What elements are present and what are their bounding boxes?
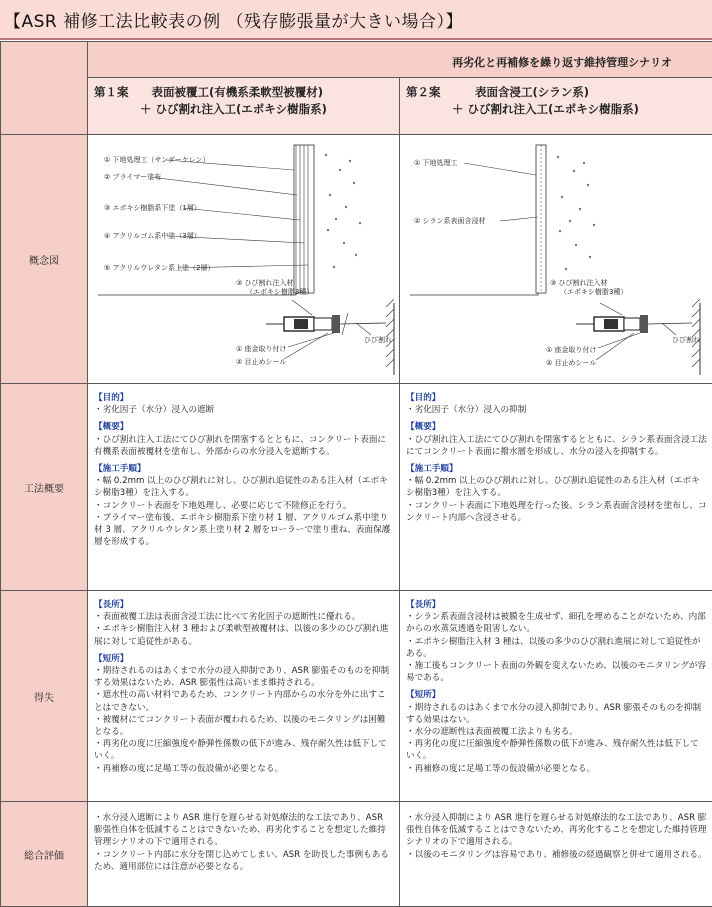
con-item: ・再補修の度に足場工等の仮設備が必要となる。 bbox=[94, 763, 394, 775]
pro-item: ・エポキシ樹脂注入材 3 種は、以後の多少のひび割れ進展に対して追従性がある。 bbox=[406, 636, 707, 660]
step-item: ・幅 0.2mm 以上のひび割れに対し、ひび割れ追従性のある注入材（エポキシ樹脂3種）を注入する。 bbox=[94, 475, 394, 499]
diagram2-crack-label: ひび割れ bbox=[672, 335, 700, 344]
diagram1-label-1: ① 下地処理工（サンダーケレン） bbox=[104, 155, 210, 164]
diagram-1-svg bbox=[88, 135, 399, 383]
diagram1-seal-label: ② 目止めシール bbox=[236, 357, 286, 366]
con-item: ・期待されるのはあくまで水分の浸入抑制であり、ASR 膨張そのものを抑制する効果はないため、ASR 膨張性は高いまま維持される。 bbox=[94, 665, 394, 689]
evaluation-item: ・以後のモニタリングは容易であり、補修後の経過観察と併せて適用される。 bbox=[406, 849, 707, 861]
merits-row bbox=[1, 591, 712, 802]
concept-diagram-1 bbox=[88, 135, 400, 384]
diagram1-inject-sub: （エポキシ樹脂3種） bbox=[246, 287, 313, 296]
diagram1-label-5: ⑤ アクリルウレタン系上塗（2層） bbox=[104, 263, 214, 272]
overview-row bbox=[1, 384, 712, 591]
con-item: ・水分の遮断性は表面被覆工法よりも劣る。 bbox=[406, 726, 707, 738]
heading-pros-1: 【長所】 bbox=[94, 599, 394, 611]
diagram1-label-2: ② プライマー塗布 bbox=[104, 172, 161, 181]
step-item: ・幅 0.2mm 以上のひび割れに対し、ひび割れ追従性のある注入材（エポキシ樹脂3種）を注入する。 bbox=[406, 475, 707, 499]
heading-cons-2: 【短所】 bbox=[406, 689, 707, 701]
heading-steps-1: 【施工手順】 bbox=[94, 463, 394, 475]
summary-text-1: ・ひび割れ注入工法にてひび割れを閉塞するとともに、コンクリート表面に有機系表面被覆材を塗布し、外部からの水分浸入を遮断する。 bbox=[94, 434, 394, 458]
row-label-concept: 概念図 bbox=[1, 135, 88, 384]
plan2-header bbox=[400, 78, 712, 135]
corner-cell bbox=[1, 42, 88, 135]
concept-row bbox=[1, 135, 712, 384]
plan-header-row bbox=[1, 78, 712, 135]
plan1-title: 第１案 表面被覆工(有機系柔軟型被覆材) bbox=[94, 84, 393, 101]
summary-text-2: ・ひび割れ注入工法にてひび割れを閉塞するとともに、シラン系表面含浸工法にてコンクリート表面に撥水層を形成し、水分の浸入を抑制する。 bbox=[406, 434, 707, 458]
evaluation-item: ・コンクリート内部に水分を閉じ込めてしまい、ASR を助長した事例もあるため、適用部位には注意が必要となる。 bbox=[94, 849, 394, 873]
plan1-header bbox=[88, 78, 400, 135]
concept-diagram-2 bbox=[400, 135, 712, 384]
con-item: ・遮水性の高い材料であるため、コンクリート内部からの水分を外に出すことはできない。 bbox=[94, 689, 394, 713]
diagram2-label-1: ① 下地処理工 bbox=[414, 158, 458, 167]
heading-cons-1: 【短所】 bbox=[94, 653, 394, 665]
merits-plan1 bbox=[88, 591, 400, 802]
diagram1-label-4: ④ アクリルゴム系中塗（3層） bbox=[104, 231, 201, 240]
diagram2-inject-sub: （エポキシ樹脂3種） bbox=[560, 287, 627, 296]
pro-item: ・表面被覆工法は表面含浸工法に比べて劣化因子の遮断性に優れる。 bbox=[94, 611, 394, 623]
overview-plan1 bbox=[88, 384, 400, 591]
diagram-2-svg bbox=[400, 135, 712, 383]
diagram1-crack-label: ひび割れ bbox=[364, 335, 392, 344]
step-item: ・コンクリート表面を下地処理し、必要に応じて不陸修正を行う。 bbox=[94, 500, 394, 512]
row-label-evaluation: 総合評価 bbox=[1, 802, 88, 907]
heading-summary-1: 【概要】 bbox=[94, 421, 394, 433]
step-item: ・コンクリート表面に下地処理を行った後、シラン系表面含浸材を塗布し、コンクリート内部へ含浸させる。 bbox=[406, 500, 707, 524]
con-item: ・再劣化の度に圧縮強度や静弾性係数の低下が進み、残存耐久性は低下していく。 bbox=[94, 738, 394, 762]
evaluation-item: ・水分浸入遮断により ASR 進行を遅らせる対処療法的な工法であり、ASR 膨張性自体を低減することはできないため、再劣化することを想定した維持管理シナリオの下で適用される。 bbox=[94, 812, 394, 849]
plan2-title: 第２案 表面含浸工(シラン系) bbox=[406, 84, 706, 101]
heading-pros-2: 【長所】 bbox=[406, 599, 707, 611]
step-item: ・プライマー塗布後、エポキシ樹脂系下塗り材 1 層、アクリルゴム系中塗り材 3 層、アクリルウレタン系上塗り材 2 層をローラーで塗り重ね、表面保護層を形成する。 bbox=[94, 512, 394, 549]
diagram2-seal-label: ② 目止めシール bbox=[546, 358, 596, 367]
aggregate-dots-2 bbox=[557, 156, 595, 270]
injector-2 bbox=[576, 315, 692, 333]
evaluation-plan1 bbox=[88, 802, 400, 907]
evaluation-item: ・水分浸入抑制により ASR 進行を遅らせる対処療法的な工法であり、ASR 膨張性自体を低減することはできないため、再劣化することを想定した維持管理シナリオの下で適用される。 bbox=[406, 812, 707, 849]
page-title: 【ASR 補修工法比較表の例 （残存膨張量が大きい場合）】 bbox=[0, 0, 712, 40]
diagram2-label-2: ② シラン系表面含浸材 bbox=[414, 216, 486, 225]
comparison-table bbox=[0, 41, 712, 907]
purpose-text-2: ・劣化因子（水分）浸入の抑制 bbox=[406, 404, 707, 416]
con-item: ・期待されるのはあくまで水分の浸入抑制であり、ASR 膨張そのものを抑制する効果はない。 bbox=[406, 702, 707, 726]
heading-steps-2: 【施工手順】 bbox=[406, 463, 707, 475]
diagram2-inject-label: ③ ひび割れ注入材 bbox=[550, 278, 608, 287]
heading-purpose-2: 【目的】 bbox=[406, 392, 707, 404]
scenario-label: 再劣化と再補修を繰り返す維持管理シナリオ bbox=[88, 42, 712, 78]
pro-item: ・エポキシ樹脂注入材 3 種および柔軟型被覆材は、以後の多少のひび割れ進展に対して追従性がある。 bbox=[94, 623, 394, 647]
diagram2-seat-label: ① 座金取り付け bbox=[546, 345, 597, 354]
diagram1-inject-label: ③ ひび割れ注入材 bbox=[236, 278, 294, 287]
injector-1 bbox=[266, 313, 386, 335]
purpose-text-1: ・劣化因子（水分）浸入の遮断 bbox=[94, 404, 394, 416]
merits-plan2 bbox=[400, 591, 712, 802]
pro-item: ・施工後もコンクリート表面の外観を変えないため、以後のモニタリングが容易である。 bbox=[406, 660, 707, 684]
con-item: ・被覆材にてコンクリート表面が覆われるため、以後のモニタリングは困難となる。 bbox=[94, 714, 394, 738]
scenario-row bbox=[1, 42, 712, 78]
diagram1-seat-label: ① 座金取り付け bbox=[236, 344, 287, 353]
con-item: ・再劣化の度に圧縮強度や静弾性係数の低下が進み、残存耐久性は低下していく。 bbox=[406, 738, 707, 762]
heading-summary-2: 【概要】 bbox=[406, 421, 707, 433]
plan1-subtitle: ＋ ひび割れ注入工(エポキシ樹脂系) bbox=[94, 101, 393, 118]
evaluation-row bbox=[1, 802, 712, 907]
row-label-overview: 工法概要 bbox=[1, 384, 88, 591]
plan2-subtitle: ＋ ひび割れ注入工(エポキシ樹脂系) bbox=[406, 101, 706, 118]
aggregate-dots-1 bbox=[325, 154, 361, 268]
diagram1-label-3: ③ エポキシ樹脂系下塗（1層） bbox=[104, 203, 201, 212]
evaluation-plan2 bbox=[400, 802, 712, 907]
con-item: ・再補修の度に足場工等の仮設備が必要となる。 bbox=[406, 763, 707, 775]
heading-purpose-1: 【目的】 bbox=[94, 392, 394, 404]
row-label-merits: 得失 bbox=[1, 591, 88, 802]
pro-item: ・シラン系表面含浸材は被膜を生成せず、細孔を埋めることがないため、内部からの水蒸気透過を阻害しない。 bbox=[406, 611, 707, 635]
overview-plan2 bbox=[400, 384, 712, 591]
